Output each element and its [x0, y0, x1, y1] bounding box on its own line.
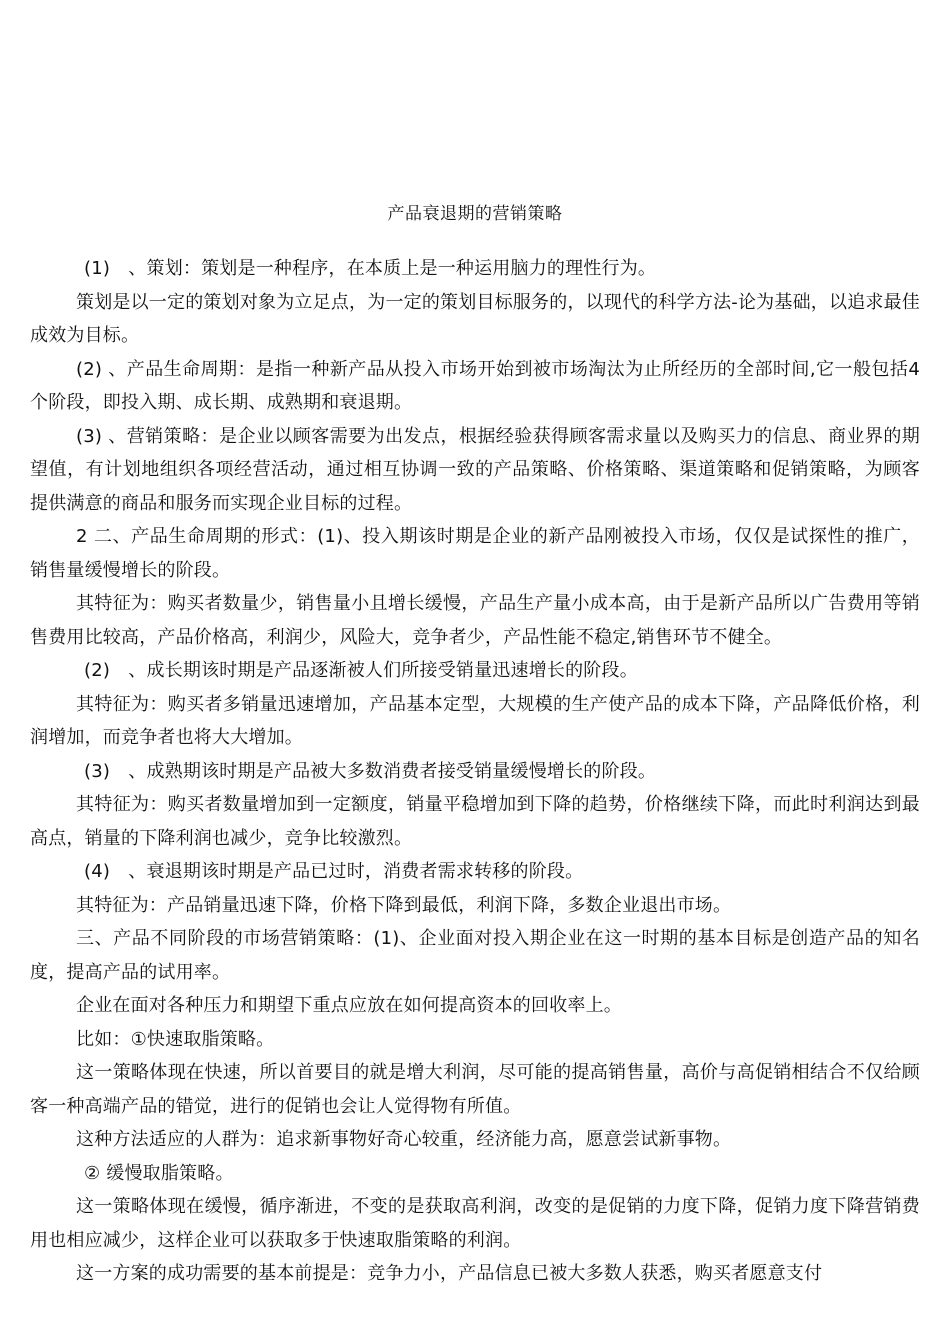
paragraph: 企业在面对各种压力和期望下重点应放在如何提高资本的回收率上。	[76, 995, 622, 1016]
document-title: 产品衰退期的营销策略	[387, 204, 563, 224]
paragraph: (4) 、衰退期该时期是产品已过时，消费者需求转移的阶段。	[84, 861, 584, 882]
paragraph: (2) 、成长期该时期是产品逐渐被人们所接受销量迅速增长的阶段。	[84, 660, 638, 681]
paragraph: 这种方法适应的人群为：追求新事物好奇心较重，经济能力高，愿意尝试新事物。	[76, 1129, 732, 1150]
paragraph: 这一策略体现在快速，所以首要目的就是增大利润，尽可能的提高销售量，高价与高促销相结合不仅给顾客一种高端产品的错觉，进行的促销也会让人觉得物有所值。	[30, 1062, 920, 1117]
paragraph: 策划是以一定的策划对象为立足点，为一定的策划目标服务的，以现代的科学方法-论为基础，以追求最佳成效为目标。	[30, 291, 920, 346]
paragraph: 其特征为：购买者数量增加到一定额度，销量平稳增加到下降的趋势，价格继续下降，而此时利润达到最高点，销量的下降利润也减少，竞争比较激烈。	[30, 794, 920, 849]
paragraph: 比如：①快速取脂策略。	[76, 1028, 275, 1050]
paragraph: 其特征为：产品销量迅速下降，价格下降到最低，利润下降，多数企业退出市场。	[76, 894, 732, 916]
paragraph: 其特征为：购买者数量少，销售量小且增长缓慢，产品生产量小成本高，由于是新产品所以广告费用等销售费用比较高，产品价格高，利润少，风险大，竞争者少，产品性能不稳定,销售环节不健全。	[30, 593, 920, 648]
paragraph: 三、产品不同阶段的市场营销策略：(1)、企业面对投入期企业在这一时期的基本目标是创造产品的知名度，提高产品的试用率。	[30, 928, 920, 983]
paragraph: (2) 、产品生命周期：是指一种新产品从投入市场开始到被市场淘汰为止所经历的全部时间,它一般包括4个阶段，即投入期、成长期、成熟期和衰退期。	[30, 358, 920, 413]
paragraph: (1) 、策划：策划是一种程序，在本质上是一种运用脑力的理性行为。	[84, 258, 657, 279]
paragraph: 这一方案的成功需要的基本前提是：竞争力小，产品信息已被大多数人获悉，购买者愿意支付	[76, 1263, 823, 1284]
paragraph: (3) 、成熟期该时期是产品被大多数消费者接受销量缓慢增长的阶段。	[84, 760, 657, 782]
paragraph: 其特征为：购买者多销量迅速增加，产品基本定型，大规模的生产使产品的成本下降，产品降低价格，利润增加，而竞争者也将大大增加。	[30, 693, 920, 748]
paragraph: (3) 、营销策略：是企业以顾客需要为出发点，根据经验获得顾客需求量以及购买力的信息、商业界的期望值，有计划地组织各项经营活动，通过相互协调一致的产品策略、价格策略、渠道策略和促销策略，为顾客提供满意的商品和服务而实现企业目标的过程。	[30, 425, 920, 514]
paragraph: 2 二、产品生命周期的形式：(1)、投入期该时期是企业的新产品刚被投入市场，仅仅是试探性的推广，销售量缓慢增长的阶段。	[30, 526, 920, 581]
document-body	[30, 252, 920, 1291]
paragraph: 这一策略体现在缓慢，循序渐进，不变的是获取高利润，改变的是促销的力度下降，促销力度下降营销费用也相应减少，这样企业可以获取多于快速取脂策略的利润。	[30, 1196, 920, 1251]
paragraph: ② 缓慢取脂策略。	[84, 1162, 234, 1184]
